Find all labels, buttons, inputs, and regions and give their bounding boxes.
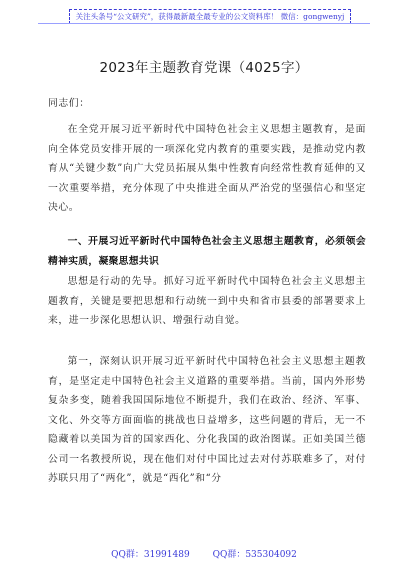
salutation: 同志们： [48,98,90,109]
paragraph-thought: 思想是行动的先导。抓好习近平新时代中国特色社会主义思想主题教育，关键是要把思想和行动统一到中央和省市县委的部署要求上来，进一步深化思想认识、增强行动自觉。 [48,276,366,326]
footer-qq-group-1: QQ群：31991489 [111,550,190,560]
document-title: 2023年主题教育党课（4025字） [99,60,309,76]
footer-contacts [0,547,408,560]
top-banner [60,4,360,24]
banner-text: 关注头条号“公文研究”，获得最新最全最专业的公文资料库！ 微信：gongwenyj [69,9,352,24]
header-rule [38,23,370,24]
paragraph-intro: 在全党开展习近平新时代中国特色社会主义思想主题教育，是面向全体党员安排开展的一项深化党内教育的重要实践，是推动党内教育从“关键少数”向广大党员拓展从集中性教育向经常性教育延伸的又一次重要举措，充分体现了中央推进全面从严治党的坚强信心和坚定决心。 [48,124,366,213]
paragraph-first: 第一，深刻认识开展习近平新时代中国特色社会主义思想主题教育，是坚定走中国特色社会主义道路的重要举措。当前，国内外形势复杂多变，随着我国国际地位不断提升，我们在政治、经济、军事、文化、外交等方面面临的挑战也日益增多，这些问题的背后，无一不隐藏着以美国为首的国家西化、分化我国的政治图谋。正如美国兰德公司一名教授所说，现在他们对付中国比过去对付苏联难多了，对付苏联只用了“两化”，就是“西化”和“分 [48,356,366,484]
section-heading-1: 一、开展习近平新时代中国特色社会主义思想主题教育，必须领会精神实质，凝聚思想共识 [48,236,366,267]
footer-qq-group-2: QQ群：535304092 [212,550,297,560]
